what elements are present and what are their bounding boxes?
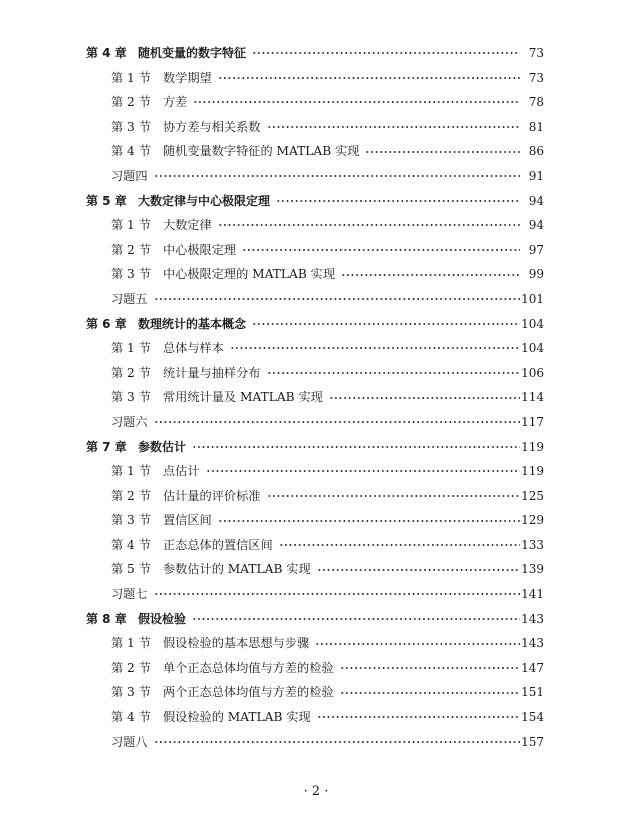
toc-entry-title: 假设检验的基本思想与步骤 <box>163 636 310 651</box>
toc-exercise-row <box>86 287 544 312</box>
dot-leader <box>154 593 520 595</box>
dot-leader <box>218 77 520 79</box>
dot-leader <box>365 151 520 153</box>
dot-leader <box>252 52 520 54</box>
dot-leader <box>154 741 520 743</box>
toc-entry-title: 正态总体的置信区间 <box>163 537 273 552</box>
toc-section-row <box>86 631 544 656</box>
dot-leader <box>230 347 520 349</box>
toc-entry-label: 第 8 章 <box>86 611 127 626</box>
toc-section-row <box>86 385 544 410</box>
toc-entry-label: 第 3 节 <box>111 685 151 700</box>
dot-leader <box>218 224 520 226</box>
toc-entry-label: 第 2 节 <box>111 365 151 380</box>
toc-entry-page: 143 <box>521 636 544 651</box>
toc-entry-page: 129 <box>521 513 544 528</box>
toc-exercise-row <box>86 164 544 189</box>
dot-leader <box>340 692 520 694</box>
dot-leader <box>276 200 520 202</box>
toc-section-row <box>86 508 544 533</box>
dot-leader <box>340 667 520 669</box>
toc-entry-page: 101 <box>521 291 544 306</box>
toc-entry-page: 106 <box>521 365 544 380</box>
toc-entry-label: 第 2 节 <box>111 660 151 675</box>
page-number: · 2 · <box>303 784 329 799</box>
toc-entry-title: 中心极限定理 <box>163 242 237 257</box>
toc-chapter-row <box>86 41 544 66</box>
dot-leader <box>193 101 520 103</box>
toc-entry-title: 置信区间 <box>163 513 212 528</box>
toc-entry-label: 第 5 章 <box>86 193 127 208</box>
toc-section-row <box>86 361 544 386</box>
toc-entry-label: 第 3 节 <box>111 513 151 528</box>
toc-entry-page: 73 <box>528 70 544 85</box>
dot-leader <box>154 298 520 300</box>
toc-entry-page: 147 <box>521 660 544 675</box>
toc-entry-label: 第 7 章 <box>86 439 127 454</box>
toc-entry-title: 习题四 <box>111 168 148 183</box>
dot-leader <box>329 397 520 399</box>
toc-chapter-row <box>86 435 544 460</box>
toc-entry-page: 94 <box>528 218 544 233</box>
toc-section-row <box>86 262 544 287</box>
toc-section-row <box>86 557 544 582</box>
toc-entry-page: 104 <box>521 316 544 331</box>
toc-entry-title: 假设检验 <box>138 611 187 626</box>
toc-entry-label: 第 3 节 <box>111 267 151 282</box>
toc-entry-page: 86 <box>528 144 544 159</box>
dot-leader <box>317 569 520 571</box>
toc-entry-page: 78 <box>528 95 544 110</box>
dot-leader <box>154 421 520 423</box>
toc-entry-page: 99 <box>528 267 544 282</box>
toc-section-row <box>86 213 544 238</box>
toc-entry-label: 第 4 节 <box>111 710 151 725</box>
toc-entry-label: 第 1 节 <box>111 464 151 479</box>
toc-entry-page: 73 <box>528 46 544 60</box>
toc-entry-title: 估计量的评价标准 <box>163 488 261 503</box>
toc-chapter-row <box>86 189 544 214</box>
toc-exercise-row <box>86 410 544 435</box>
toc-section-row <box>86 533 544 558</box>
dot-leader <box>267 372 521 374</box>
dot-leader <box>341 274 520 276</box>
toc-entry-title: 习题七 <box>111 587 148 602</box>
toc-entry-page: 141 <box>521 587 544 602</box>
toc-chapter-row <box>86 312 544 337</box>
table-of-contents <box>86 41 544 754</box>
toc-entry-label: 第 1 节 <box>111 218 151 233</box>
toc-section-row <box>86 238 544 263</box>
toc-entry-title: 参数估计 <box>138 439 187 454</box>
dot-leader <box>252 323 520 325</box>
toc-entry-label: 第 5 节 <box>111 562 151 577</box>
toc-exercise-row <box>86 582 544 607</box>
toc-entry-title: 中心极限定理的 MATLAB 实现 <box>163 267 336 282</box>
toc-entry-label: 第 4 章 <box>86 46 127 60</box>
toc-entry-label: 第 1 节 <box>111 341 151 356</box>
toc-entry-title: 参数估计的 MATLAB 实现 <box>163 562 311 577</box>
dot-leader <box>242 249 520 251</box>
toc-entry-label: 第 1 节 <box>111 636 151 651</box>
toc-entry-page: 114 <box>521 390 544 405</box>
toc-entry-label: 第 2 节 <box>111 488 151 503</box>
toc-entry-label: 第 2 节 <box>111 242 151 257</box>
dot-leader <box>218 520 520 522</box>
toc-entry-title: 随机变量的数字特征 <box>138 46 247 60</box>
toc-entry-page: 119 <box>521 439 544 454</box>
toc-entry-title: 单个正态总体均值与方差的检验 <box>163 660 334 675</box>
toc-entry-label: 第 3 节 <box>111 119 151 134</box>
toc-section-row <box>86 705 544 730</box>
dot-leader <box>315 643 520 645</box>
dot-leader <box>206 470 520 472</box>
toc-section-row <box>86 66 544 91</box>
toc-entry-page: 94 <box>528 193 544 208</box>
toc-entry-page: 117 <box>521 414 544 429</box>
toc-entry-title: 习题六 <box>111 414 148 429</box>
toc-entry-page: 125 <box>521 488 544 503</box>
toc-entry-title: 习题八 <box>111 734 148 749</box>
toc-entry-page: 157 <box>521 734 544 749</box>
toc-section-row <box>86 115 544 140</box>
toc-entry-page: 139 <box>521 562 544 577</box>
toc-section-row <box>86 680 544 705</box>
toc-entry-title: 假设检验的 MATLAB 实现 <box>163 710 311 725</box>
toc-entry-page: 91 <box>528 168 544 183</box>
toc-exercise-row <box>86 730 544 755</box>
toc-entry-label: 第 4 节 <box>111 144 151 159</box>
toc-entry-page: 104 <box>521 341 544 356</box>
toc-entry-title: 常用统计量及 MATLAB 实现 <box>163 390 323 405</box>
toc-entry-title: 两个正态总体均值与方差的检验 <box>163 685 334 700</box>
toc-section-row <box>86 484 544 509</box>
toc-entry-title: 大数定律 <box>163 218 212 233</box>
toc-entry-label: 第 2 节 <box>111 95 151 110</box>
toc-entry-title: 习题五 <box>111 291 148 306</box>
dot-leader <box>279 544 520 546</box>
dot-leader <box>267 126 521 128</box>
toc-entry-title: 统计量与抽样分布 <box>163 365 261 380</box>
toc-section-row <box>86 656 544 681</box>
toc-entry-page: 143 <box>521 611 544 626</box>
dot-leader <box>317 716 520 718</box>
toc-entry-page: 97 <box>528 242 544 257</box>
toc-entry-title: 总体与样本 <box>163 341 224 356</box>
toc-entry-title: 数理统计的基本概念 <box>138 316 247 331</box>
toc-entry-page: 133 <box>521 537 544 552</box>
toc-entry-title: 方差 <box>163 95 188 110</box>
toc-section-row <box>86 336 544 361</box>
dot-leader <box>192 618 520 620</box>
toc-entry-label: 第 6 章 <box>86 316 127 331</box>
toc-chapter-row <box>86 607 544 632</box>
toc-entry-page: 81 <box>528 119 544 134</box>
toc-entry-label: 第 1 节 <box>111 70 151 85</box>
toc-section-row <box>86 139 544 164</box>
toc-entry-page: 119 <box>521 464 544 479</box>
toc-entry-title: 大数定律与中心极限定理 <box>138 193 271 208</box>
dot-leader <box>267 495 521 497</box>
toc-entry-title: 协方差与相关系数 <box>163 119 261 134</box>
toc-entry-page: 154 <box>521 710 544 725</box>
toc-section-row <box>86 90 544 115</box>
toc-entry-label: 第 4 节 <box>111 537 151 552</box>
toc-entry-title: 点估计 <box>163 464 200 479</box>
toc-entry-label: 第 3 节 <box>111 390 151 405</box>
dot-leader <box>154 175 520 177</box>
toc-entry-title: 随机变量数字特征的 MATLAB 实现 <box>163 144 360 159</box>
toc-entry-page: 151 <box>521 685 544 700</box>
dot-leader <box>192 446 520 448</box>
toc-entry-title: 数学期望 <box>163 70 212 85</box>
toc-section-row <box>86 459 544 484</box>
